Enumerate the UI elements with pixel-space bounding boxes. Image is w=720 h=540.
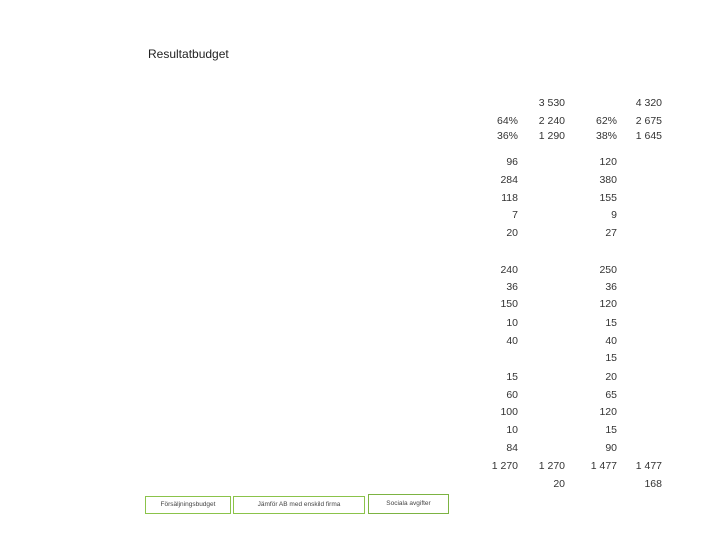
cell-r-60-c3: 65 [605, 389, 617, 401]
cell-r-36-c3: 36 [605, 281, 617, 293]
cell-r-1290-c4: 1 645 [635, 130, 662, 142]
cell-r-40-c3: 40 [605, 335, 617, 347]
cell-r-118-c3: 155 [599, 192, 617, 204]
cell-r-96-c1: 96 [506, 156, 518, 168]
cell-r-240-c1: 240 [500, 264, 518, 276]
cell-r-15b-c1: 15 [506, 371, 518, 383]
cell-r-10b-c1: 10 [506, 424, 518, 436]
cell-r-1270-c2: 1 270 [538, 460, 565, 472]
cell-r-20b-c2: 20 [553, 478, 565, 490]
cell-r-20-c1: 20 [506, 227, 518, 239]
cell-r-100-c3: 120 [599, 406, 617, 418]
cell-r-40-c1: 40 [506, 335, 518, 347]
cell-r-60-c1: 60 [506, 389, 518, 401]
cell-r-118-c1: 118 [501, 192, 518, 204]
tab-forsaljningsbudget[interactable]: Försäljningsbudget [145, 496, 231, 514]
cell-r-96-c3: 120 [599, 156, 617, 168]
cell-r-2240-c1: 64% [496, 115, 518, 127]
cell-r-84-c3: 90 [605, 442, 617, 454]
cell-r-150-c3: 120 [599, 298, 617, 310]
cell-r-100-c1: 100 [500, 406, 518, 418]
page-title: Resultatbudget [148, 47, 229, 61]
cell-r-1270-c1: 1 270 [491, 460, 518, 472]
cell-r-20-c3: 27 [605, 227, 617, 239]
cell-r-1270-c3: 1 477 [590, 460, 617, 472]
cell-r-10-c1: 10 [506, 317, 518, 329]
cell-r-84-c1: 84 [506, 442, 518, 454]
cell-r-10-c3: 15 [605, 317, 617, 329]
cell-r-20b-c4: 168 [644, 478, 662, 490]
cell-r-15a-c3: 15 [605, 352, 617, 364]
cell-r-1290-c3: 38% [595, 130, 617, 142]
cell-r-1290-c2: 1 290 [538, 130, 565, 142]
cell-r-150-c1: 150 [500, 298, 518, 310]
cell-r-284-c1: 284 [500, 174, 518, 186]
cell-r-15b-c3: 20 [605, 371, 617, 383]
cell-r-2240-c2: 2 240 [538, 115, 565, 127]
cell-r-2240-c3: 62% [595, 115, 617, 127]
cell-r-10b-c3: 15 [605, 424, 617, 436]
cell-r-1290-c1: 36% [496, 130, 518, 142]
cell-r-1270-c4: 1 477 [635, 460, 662, 472]
cell-r-240-c3: 250 [599, 264, 617, 276]
cell-r-284-c3: 380 [599, 174, 617, 186]
cell-r-36-c1: 36 [506, 281, 518, 293]
cell-r-4530-c4: 4 320 [635, 97, 662, 109]
cell-r-4530-c2: 3 530 [538, 97, 565, 109]
tab-jamfor-ab-enskild-firma[interactable]: Jämför AB med enskild firma [233, 496, 365, 514]
cell-r-2240-c4: 2 675 [635, 115, 662, 127]
tab-sociala-avgifter[interactable]: Sociala avgifter [368, 494, 449, 514]
cell-r-7-c1: 7 [512, 209, 518, 221]
cell-r-7-c3: 9 [611, 209, 617, 221]
